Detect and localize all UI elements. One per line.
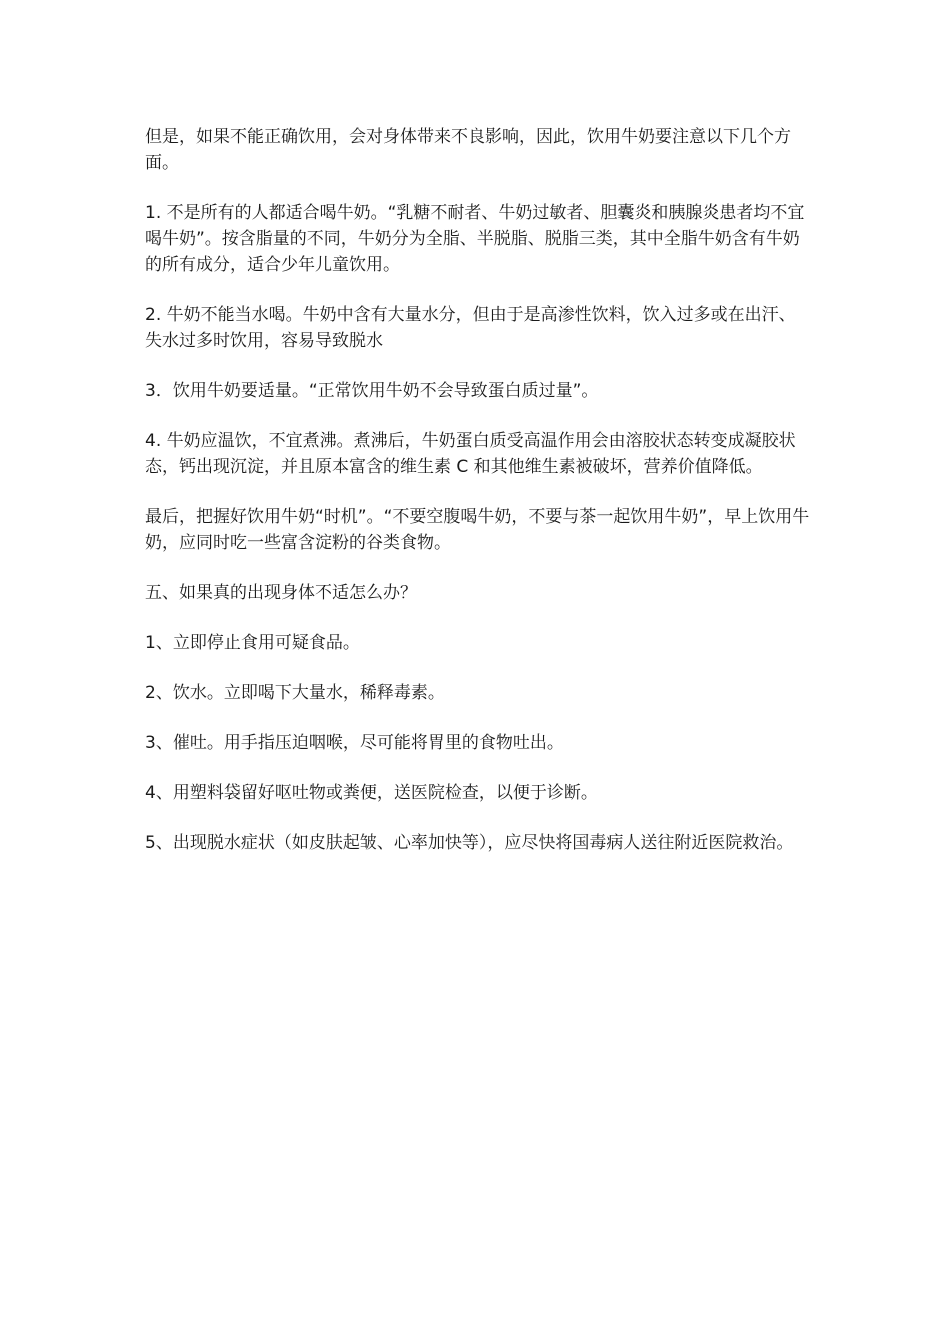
step-3-paragraph: 3、催吐。用手指压迫咽喉，尽可能将胃里的食物吐出。 — [145, 733, 564, 753]
tip-1-paragraph: 1. 不是所有的人都适合喝牛奶。“乳糖不耐者、牛奶过敏者、胆囊炎和胰腺炎患者均不宜喝牛奶”。按含脂量的不同，牛奶分为全脂、半脱脂、脱脂三类，其中全脂牛奶含有牛奶的所有成分，适合少年儿童饮用。 — [145, 203, 805, 275]
tip-2-paragraph: 2. 牛奶不能当水喝。牛奶中含有大量水分，但由于是高渗性饮料，饮入过多或在出汗、失水过多时饮用，容易导致脱水 — [145, 305, 796, 351]
step-4-paragraph: 4、用塑料袋留好呕吐物或粪便，送医院检查，以便于诊断。 — [145, 783, 598, 803]
step-2-paragraph: 2、饮水。立即喝下大量水，稀释毒素。 — [145, 683, 445, 703]
step-5-paragraph: 5、出现脱水症状（如皮肤起皱、心率加快等），应尽快将国毒病人送往附近医院救治。 — [145, 833, 794, 853]
document-page — [145, 124, 810, 880]
step-1-paragraph: 1、立即停止食用可疑食品。 — [145, 633, 360, 653]
timing-paragraph: 最后，把握好饮用牛奶“时机”。“不要空腹喝牛奶，不要与茶一起饮用牛奶”，早上饮用牛奶，应同时吃一些富含淀粉的谷类食物。 — [145, 507, 810, 553]
tip-3-paragraph: 3．饮用牛奶要适量。“正常饮用牛奶不会导致蛋白质过量”。 — [145, 381, 599, 401]
section-5-heading: 五、如果真的出现身体不适怎么办？ — [145, 583, 417, 603]
intro-paragraph: 但是，如果不能正确饮用，会对身体带来不良影响，因此，饮用牛奶要注意以下几个方面。 — [145, 127, 791, 173]
tip-4-paragraph: 4. 牛奶应温饮，不宜煮沸。煮沸后，牛奶蛋白质受高温作用会由溶胶状态转变成凝胶状态，钙出现沉淀，并且原本富含的维生素 C 和其他维生素被破坏，营养价值降低。 — [145, 431, 796, 477]
